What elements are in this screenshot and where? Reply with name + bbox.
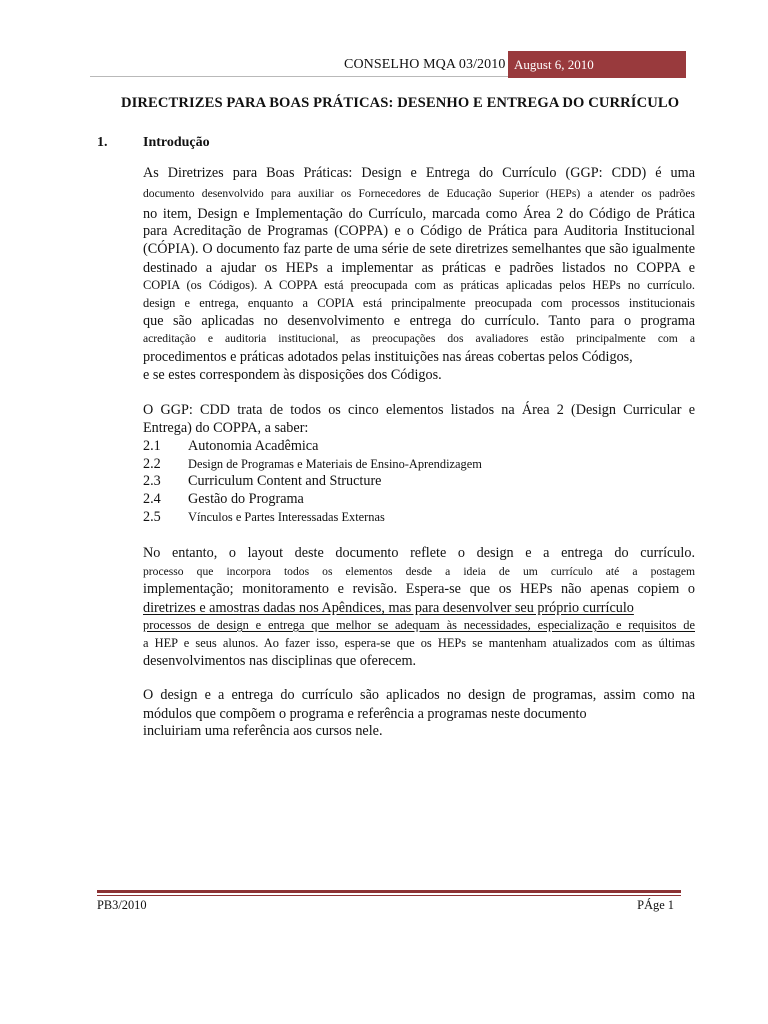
list-item-number: 2.5: [143, 509, 161, 525]
footer-document-code: PB3/2010: [97, 898, 147, 912]
header-date: August 6, 2010: [508, 51, 686, 78]
paragraph-line: documento desenvolvido para auxiliar os Fornecedores de Educação Superior (HEPs) a atender os padrões: [143, 187, 695, 200]
footer-page-number: PÁge 1: [637, 898, 674, 912]
paragraph-line: O design e a entrega do currículo são aplicados no design de programas, assim como na: [143, 687, 695, 703]
paragraph-line: No entanto, o layout deste documento reflete o design e a entrega do currículo.: [143, 545, 695, 561]
list-item-text: Vínculos e Partes Interessadas Externas: [188, 510, 385, 524]
paragraph-line: que são aplicadas no desenvolvimento e entrega do currículo. Tanto para o programa: [143, 313, 695, 329]
paragraph-line: design e entrega, enquanto a COPIA está principalmente preocupada com processos institucionais: [143, 296, 695, 310]
paragraph-line: destinado a ajudar os HEPs a implementar as práticas e padrões listados no COPPA e: [143, 260, 695, 276]
paragraph-line: incluiriam uma referência aos cursos nele.: [143, 723, 383, 739]
list-item-number: 2.3: [143, 473, 161, 489]
paragraph-line: O GGP: CDD trata de todos os cinco elementos listados na Área 2 (Design Curricular e: [143, 402, 695, 418]
paragraph-line: procedimentos e práticas adotados pelas instituições nas áreas cobertas pelos Códigos,: [143, 349, 633, 365]
paragraph-line: e se estes correspondem às disposições dos Códigos.: [143, 367, 442, 383]
list-item-text: Curriculum Content and Structure: [188, 473, 382, 489]
paragraph-line: módulos que compõem o programa e referência a programas neste documento: [143, 706, 587, 722]
paragraph-line: As Diretrizes para Boas Práticas: Design e Entrega do Currículo (GGP: CDD) é uma: [143, 165, 695, 181]
paragraph-line: Entrega) do COPPA, a saber:: [143, 420, 309, 436]
header-title: CONSELHO MQA 03/2010: [344, 57, 506, 72]
paragraph-line: processo que incorpora todos os elementos desde a ideia de um currículo até a postagem: [143, 565, 695, 578]
paragraph-line: para Acreditação de Programas (COPPA) e o Código de Prática para Auditoria Institucional: [143, 223, 695, 239]
list-item-text: Design de Programas e Materiais de Ensino-Aprendizagem: [188, 457, 482, 471]
paragraph-line: desenvolvimentos nas disciplinas que oferecem.: [143, 653, 417, 669]
document-title: DIRECTRIZES PARA BOAS PRÁTICAS: DESENHO E ENTREGA DO CURRÍCULO: [121, 95, 680, 111]
paragraph-line: processos de design e entrega que melhor se adequam às necessidades, especialização e requisitos de: [143, 618, 695, 632]
section-number: 1.: [97, 135, 108, 150]
paragraph-line: a HEP e seus alunos. Ao fazer isso, espera-se que os HEPs se mantenham atualizados com as últimas: [143, 636, 695, 650]
list-item-text: Gestão do Programa: [188, 491, 304, 507]
list-item-number: 2.2: [143, 456, 161, 472]
list-item-number: 2.1: [143, 438, 161, 454]
paragraph-line: diretrizes e amostras dadas nos Apêndices, mas para desenvolver seu próprio currículo: [143, 600, 634, 616]
list-item-text: Autonomia Acadêmica: [188, 438, 319, 454]
footer-rule-thin: [97, 895, 681, 896]
footer-rule: [97, 890, 681, 893]
list-item-number: 2.4: [143, 491, 161, 507]
section-title: Introdução: [143, 135, 210, 150]
paragraph-line: implementação; monitoramento e revisão. Espera-se que os HEPs não apenas copiem o: [143, 581, 695, 597]
paragraph-line: acreditação e auditoria institucional, as preocupações dos avaliadores estão principalmente com a: [143, 332, 695, 345]
paragraph-line: (CÓPIA). O documento faz parte de uma série de sete diretrizes semelhantes que são igualmente: [143, 241, 695, 257]
paragraph-line: COPIA (os Códigos). A COPPA está preocupada com as práticas aplicadas pelos HEPs no currículo.: [143, 278, 695, 292]
paragraph-line: no item, Design e Implementação do Currículo, marcada como Área 2 do Código de Prática: [143, 206, 695, 222]
